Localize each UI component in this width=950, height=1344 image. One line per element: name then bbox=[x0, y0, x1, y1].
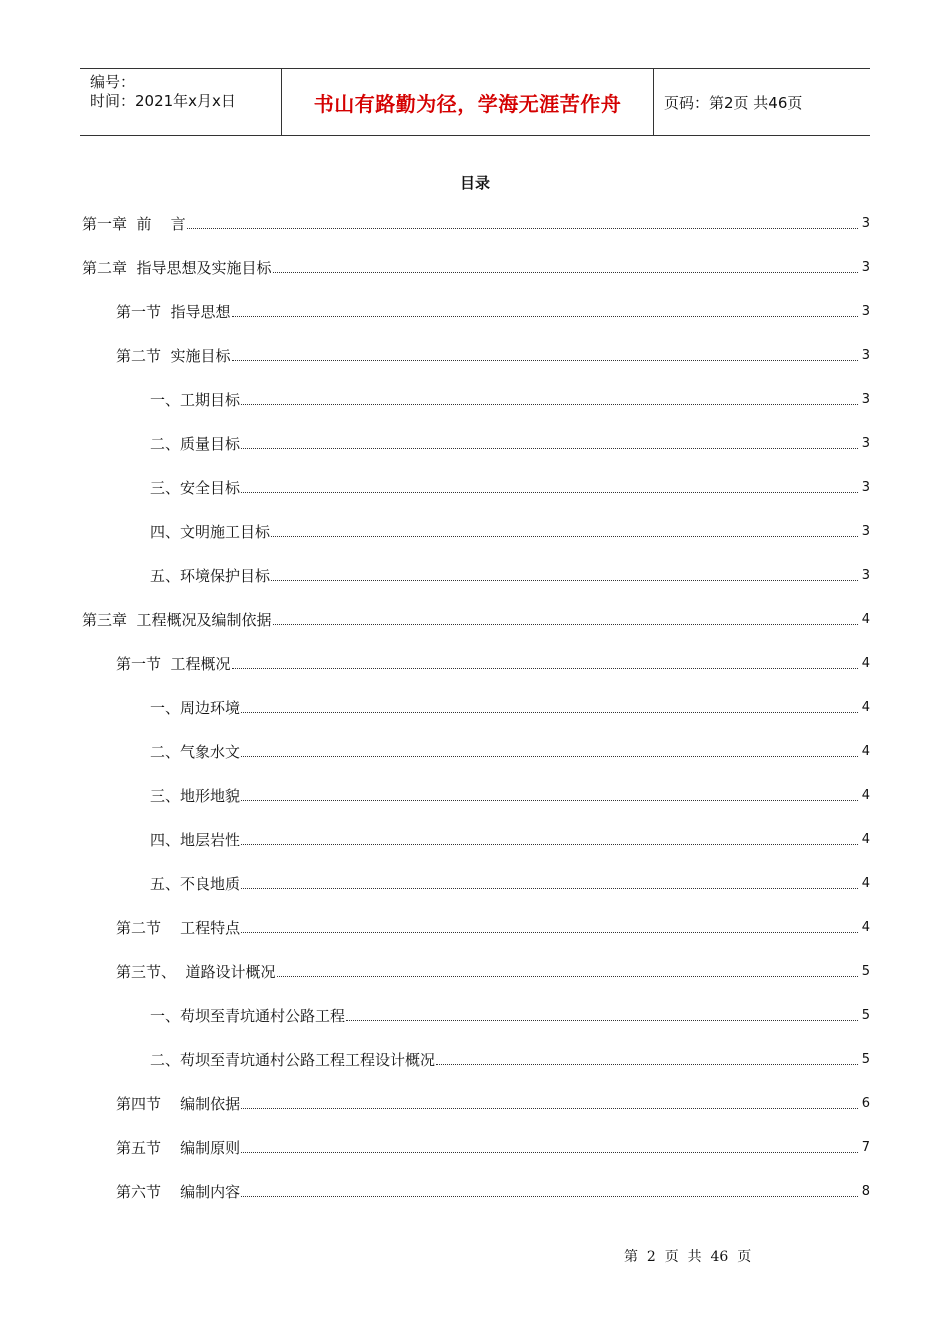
toc-entry-label: 第三节、 道路设计概况 bbox=[116, 963, 276, 981]
toc-entry-label: 第二节 工程特点 bbox=[116, 919, 241, 937]
toc-entry-label: 三、地形地貌 bbox=[150, 787, 241, 805]
toc-entry-page-number: 3 bbox=[861, 216, 870, 231]
toc-entry-page-number: 3 bbox=[861, 436, 870, 451]
toc-entry-page-number: 4 bbox=[861, 612, 870, 627]
document-header bbox=[80, 68, 870, 136]
toc-dot-leader bbox=[273, 272, 858, 273]
toc-dot-leader bbox=[241, 404, 858, 405]
toc-dot-leader bbox=[232, 316, 858, 317]
toc-entry[interactable] bbox=[150, 740, 870, 762]
toc-entry[interactable] bbox=[150, 432, 870, 454]
header-motto-cell bbox=[282, 69, 654, 135]
toc-entry-page-number: 5 bbox=[861, 1052, 870, 1067]
toc-dot-leader bbox=[241, 448, 858, 449]
toc-entry-label: 第三章 工程概况及编制依据 bbox=[82, 611, 272, 629]
toc-entry-page-number: 3 bbox=[861, 260, 870, 275]
toc-dot-leader bbox=[241, 492, 858, 493]
toc-entry-label: 一、周边环境 bbox=[150, 699, 241, 717]
toc-entry-label: 二、苟坝至青坑通村公路工程工程设计概况 bbox=[150, 1051, 436, 1069]
toc-entry[interactable] bbox=[116, 652, 870, 674]
toc-entry-page-number: 4 bbox=[861, 920, 870, 935]
toc-entry[interactable] bbox=[116, 960, 870, 982]
toc-entry-label: 第四节 编制依据 bbox=[116, 1095, 241, 1113]
toc-entry-page-number: 3 bbox=[861, 480, 870, 495]
toc-entry[interactable] bbox=[116, 1136, 870, 1158]
toc-dot-leader bbox=[241, 1152, 858, 1153]
toc-dot-leader bbox=[241, 712, 858, 713]
toc-entry-label: 一、苟坝至青坑通村公路工程 bbox=[150, 1007, 346, 1025]
toc-entry-label: 第二章 指导思想及实施目标 bbox=[82, 259, 272, 277]
toc-entry-label: 第二节 实施目标 bbox=[116, 347, 231, 365]
toc-entry[interactable] bbox=[150, 696, 870, 718]
toc-entry-label: 二、气象水文 bbox=[150, 743, 241, 761]
toc-dot-leader bbox=[232, 360, 858, 361]
toc-dot-leader bbox=[241, 1196, 858, 1197]
toc-entry[interactable] bbox=[150, 476, 870, 498]
toc-entry-page-number: 7 bbox=[861, 1140, 870, 1155]
toc-entry-page-number: 4 bbox=[861, 700, 870, 715]
toc-entry[interactable] bbox=[82, 608, 870, 630]
toc-entry-label: 第六节 编制内容 bbox=[116, 1183, 241, 1201]
toc-entry[interactable] bbox=[150, 1004, 870, 1026]
toc-dot-leader bbox=[241, 932, 858, 933]
toc-dot-leader bbox=[346, 1020, 858, 1021]
toc-entry[interactable] bbox=[150, 872, 870, 894]
document-time-label: 时间：2021年x月x日 bbox=[90, 92, 236, 110]
toc-dot-leader bbox=[436, 1064, 858, 1065]
toc-entry-page-number: 6 bbox=[861, 1096, 870, 1111]
document-number-label: 编号： bbox=[90, 73, 136, 91]
toc-entry-page-number: 3 bbox=[861, 524, 870, 539]
toc-entry-page-number: 3 bbox=[861, 304, 870, 319]
toc-entry[interactable] bbox=[150, 564, 870, 586]
toc-entry[interactable] bbox=[150, 520, 870, 542]
toc-entry-page-number: 5 bbox=[861, 1008, 870, 1023]
toc-dot-leader bbox=[241, 800, 858, 801]
header-meta bbox=[80, 69, 282, 135]
toc-entry-page-number: 8 bbox=[861, 1184, 870, 1199]
toc-dot-leader bbox=[241, 844, 858, 845]
toc-entry-label: 四、地层岩性 bbox=[150, 831, 241, 849]
toc-entry-label: 四、文明施工目标 bbox=[150, 523, 271, 541]
toc-dot-leader bbox=[273, 624, 858, 625]
toc-entry[interactable] bbox=[116, 1092, 870, 1114]
toc-entry-page-number: 4 bbox=[861, 832, 870, 847]
toc-entry[interactable] bbox=[116, 300, 870, 322]
toc-entry[interactable] bbox=[82, 256, 870, 278]
toc-entry-label: 第一节 工程概况 bbox=[116, 655, 231, 673]
toc-entry-page-number: 3 bbox=[861, 392, 870, 407]
toc-entry-label: 三、安全目标 bbox=[150, 479, 241, 497]
toc-entry-page-number: 3 bbox=[861, 348, 870, 363]
toc-entry[interactable] bbox=[150, 1048, 870, 1070]
toc-entry-label: 五、环境保护目标 bbox=[150, 567, 271, 585]
toc-entry-page-number: 4 bbox=[861, 788, 870, 803]
toc-dot-leader bbox=[277, 976, 858, 977]
toc-dot-leader bbox=[271, 536, 858, 537]
page-footer: 第 2 页 共 46 页 bbox=[624, 1249, 752, 1265]
toc-entry[interactable] bbox=[150, 828, 870, 850]
toc-entry-label: 二、质量目标 bbox=[150, 435, 241, 453]
toc-entry-label: 一、工期目标 bbox=[150, 391, 241, 409]
toc-dot-leader bbox=[241, 1108, 858, 1109]
toc-dot-leader bbox=[241, 756, 858, 757]
toc-dot-leader bbox=[241, 888, 858, 889]
toc-dot-leader bbox=[232, 668, 858, 669]
toc-entry-label: 五、不良地质 bbox=[150, 875, 241, 893]
toc-entry[interactable] bbox=[150, 388, 870, 410]
toc-entry[interactable] bbox=[116, 1180, 870, 1202]
toc-entry-label: 第一章 前 言 bbox=[82, 215, 186, 233]
toc-entry-page-number: 4 bbox=[861, 744, 870, 759]
header-motto: 书山有路勤为径，学海无涯苦作舟 bbox=[313, 91, 622, 116]
toc-entry-page-number: 5 bbox=[861, 964, 870, 979]
toc-entry-page-number: 3 bbox=[861, 568, 870, 583]
toc-title: 目录 bbox=[459, 174, 490, 192]
toc-entry-page-number: 4 bbox=[861, 656, 870, 671]
header-page-info: 页码：第2页 共46页 bbox=[664, 93, 803, 112]
toc-entry-page-number: 4 bbox=[861, 876, 870, 891]
toc-entry[interactable] bbox=[82, 212, 870, 234]
toc-dot-leader bbox=[271, 580, 858, 581]
toc-dot-leader bbox=[187, 228, 858, 229]
toc-entry[interactable] bbox=[116, 344, 870, 366]
toc-entry-label: 第五节 编制原则 bbox=[116, 1139, 241, 1157]
toc-entry[interactable] bbox=[116, 916, 870, 938]
toc-entry-label: 第一节 指导思想 bbox=[116, 303, 231, 321]
toc-entry[interactable] bbox=[150, 784, 870, 806]
